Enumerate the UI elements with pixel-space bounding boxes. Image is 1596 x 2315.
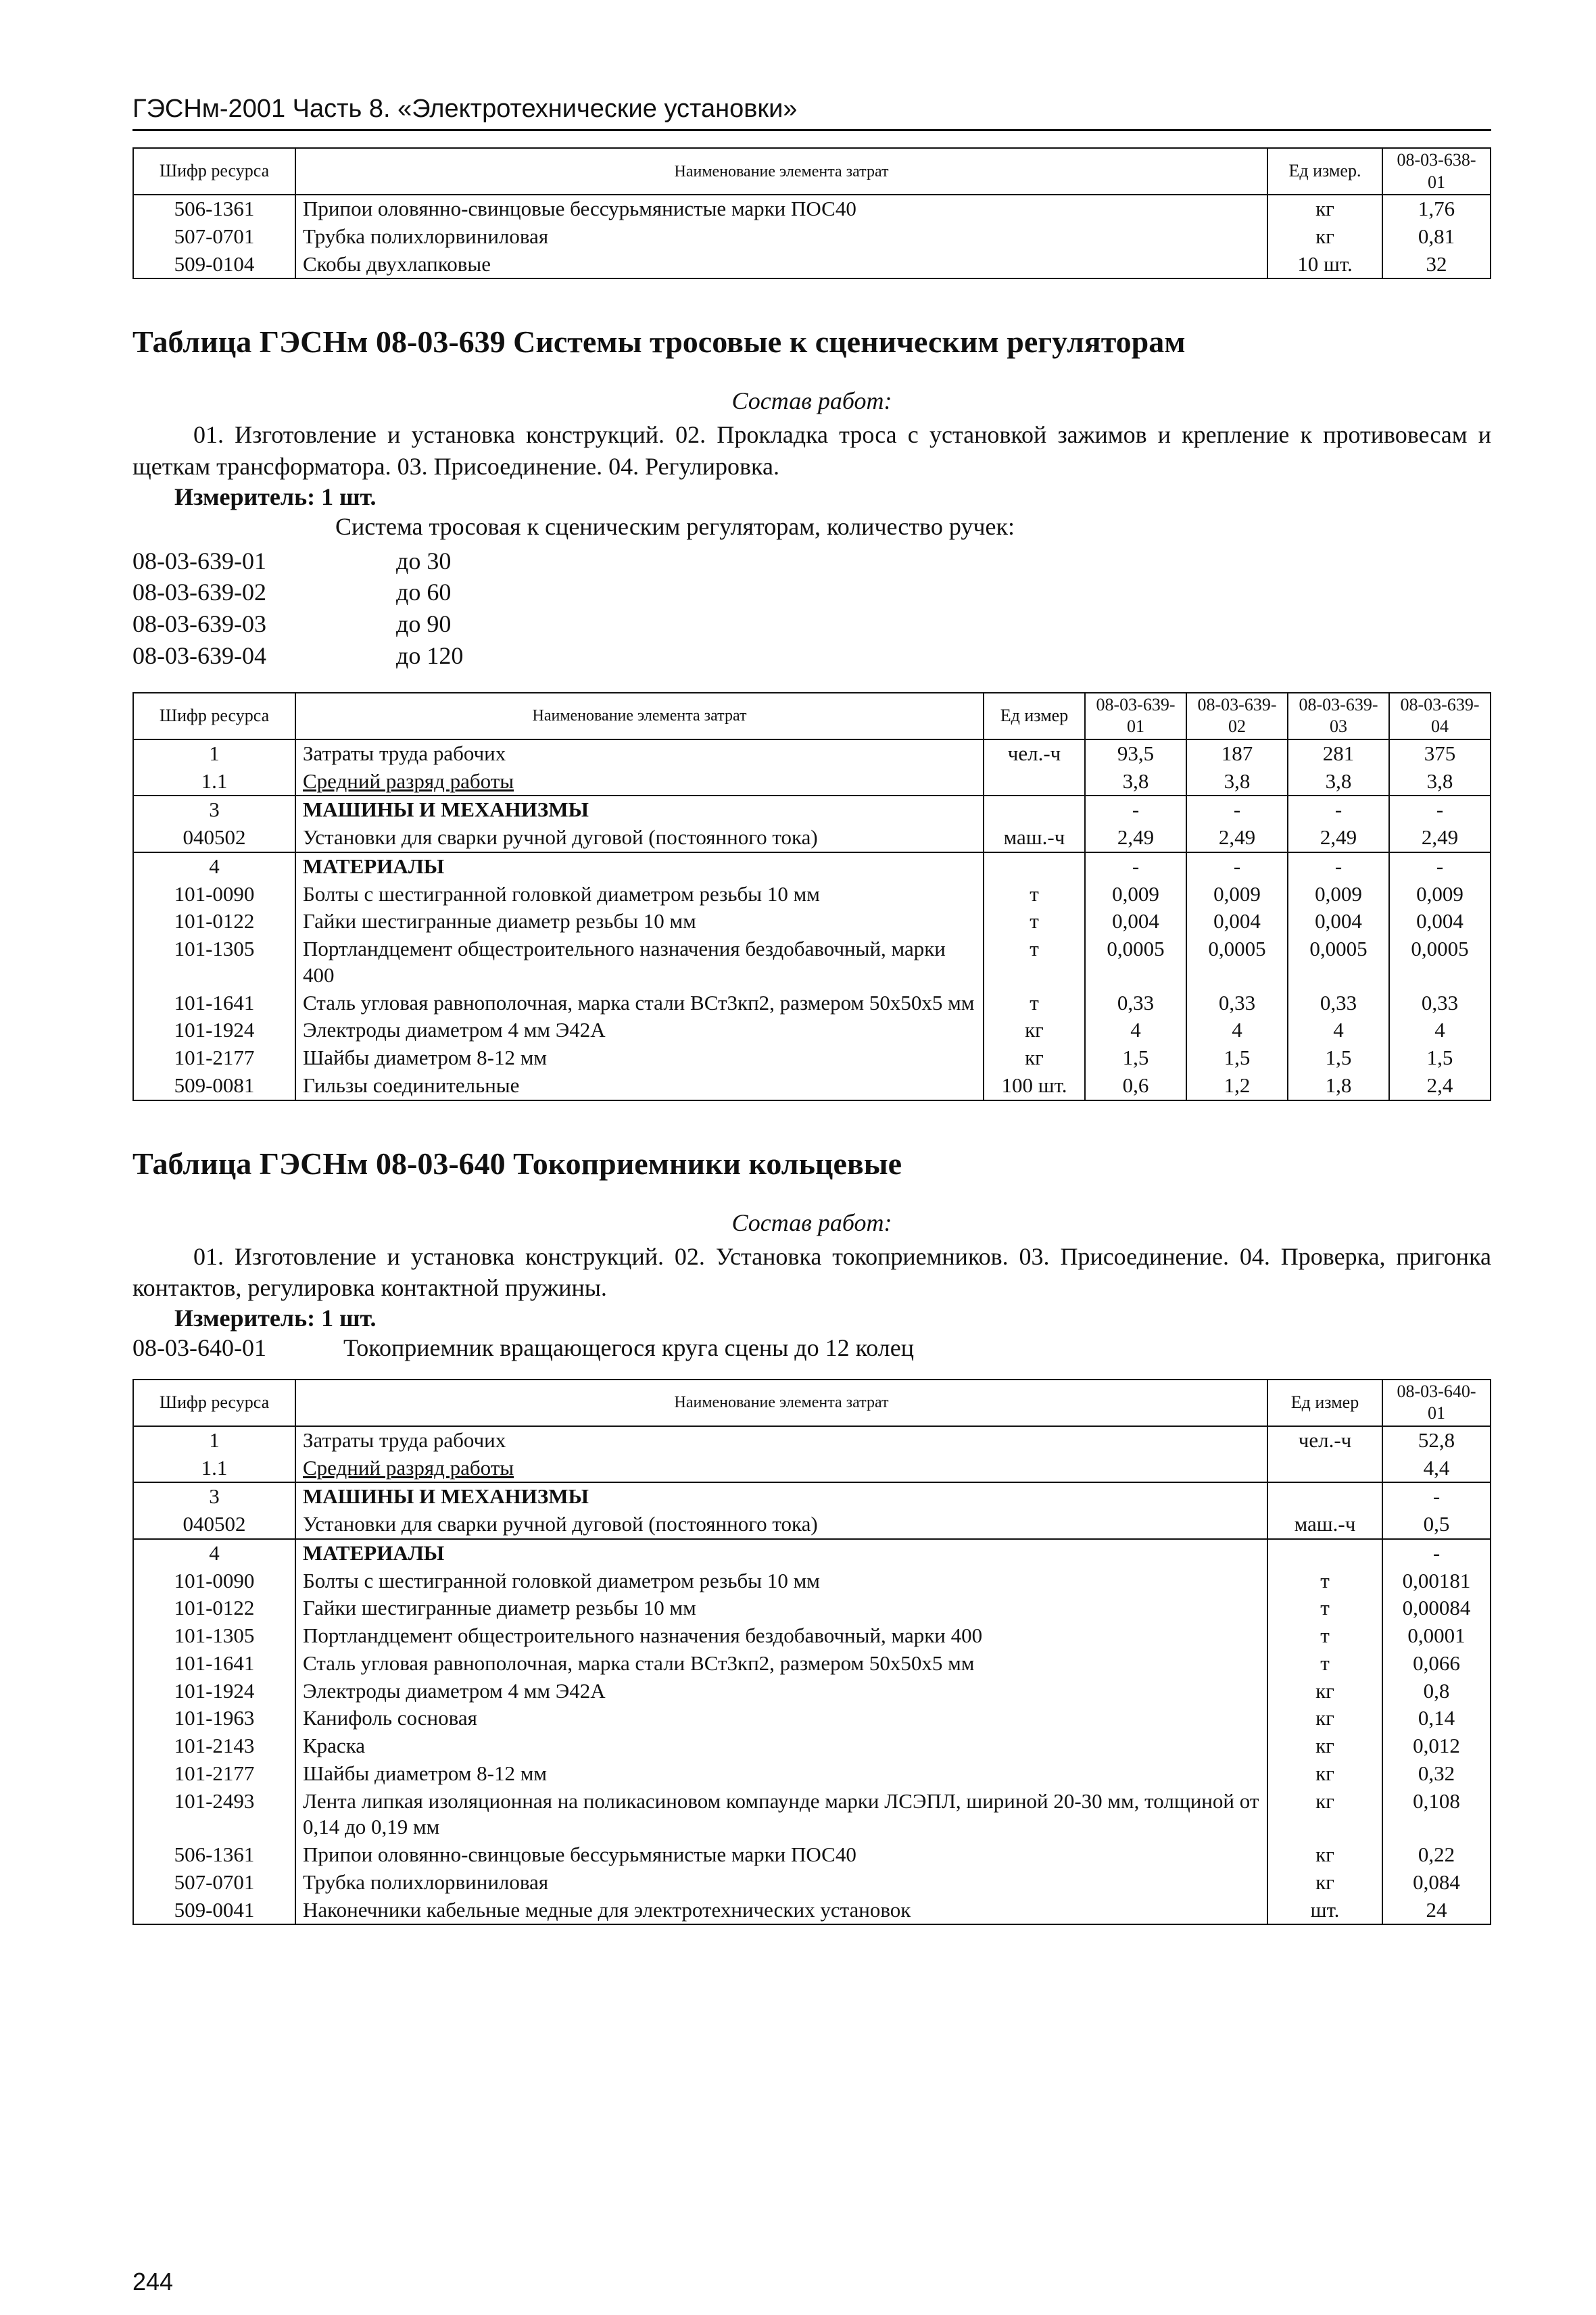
variant-desc: до 90: [396, 610, 452, 638]
norm-value: 2,49: [1389, 824, 1491, 852]
resource-name: Шайбы диаметром 8-12 мм: [295, 1760, 1267, 1788]
norm-value: -: [1389, 852, 1491, 881]
resource-code: 101-1641: [133, 990, 295, 1017]
norm-value: -: [1288, 796, 1389, 824]
resource-name: Сталь угловая равнополочная, марка стали ВСт3кп2, размером 50х50х5 мм: [295, 990, 984, 1017]
resource-code: 101-2143: [133, 1732, 295, 1760]
norm-value: -: [1085, 852, 1186, 881]
table-row: [133, 852, 1491, 881]
resource-unit: [984, 768, 1085, 796]
work-composition-text: 01. Изготовление и установка конструкций. 02. Прокладка троса с установкой зажимов и крепление к противовесам и щеткам трансформатора. 03. Присоединение. 04. Регулировка.: [132, 421, 1491, 481]
norm-value: 4,4: [1382, 1455, 1491, 1483]
table-row: [133, 1017, 1491, 1044]
resource-code: 101-2493: [133, 1788, 295, 1842]
norm-value: 32: [1382, 251, 1491, 279]
norm-value: -: [1288, 852, 1389, 881]
header-code: Шифр ресурса: [133, 693, 295, 739]
norm-value: 0,0005: [1186, 935, 1288, 990]
resource-name: Наконечники кабельные медные для электротехнических установок: [295, 1897, 1267, 1925]
header-norm-code: 08-03-639-01: [1085, 693, 1186, 739]
resource-unit: т: [984, 908, 1085, 935]
resource-name: Скобы двухлапковые: [295, 251, 1267, 279]
resource-unit: кг: [1267, 1788, 1382, 1842]
norm-value: 0,0005: [1389, 935, 1491, 990]
variant-list: [132, 545, 1491, 672]
norm-value: 0,00181: [1382, 1567, 1491, 1595]
resource-unit: т: [984, 935, 1085, 990]
section-heading: МАШИНЫ И МЕХАНИЗМЫ: [303, 1484, 589, 1509]
header-code: Шифр ресурса: [133, 1380, 295, 1426]
resource-unit: т: [1267, 1567, 1382, 1595]
resource-name: Гильзы соединительные: [295, 1072, 984, 1100]
norm-value: 2,4: [1389, 1072, 1491, 1100]
resource-name: Установки для сварки ручной дуговой (постоянного тока): [295, 1511, 1267, 1539]
table-row: [133, 1650, 1491, 1678]
resource-name: Шайбы диаметром 8-12 мм: [295, 1044, 984, 1072]
resource-unit: маш.-ч: [1267, 1511, 1382, 1539]
meter-label: Измеритель:: [174, 1305, 316, 1332]
system-line: Система тросовая к сценическим регуляторам, количество ручек:: [335, 512, 1015, 540]
resource-unit: 10 шт.: [1267, 251, 1382, 279]
norm-value: 4: [1186, 1017, 1288, 1044]
norm-value: 0,8: [1382, 1678, 1491, 1705]
header-unit: Ед измер.: [1267, 148, 1382, 195]
norm-value: 1,2: [1186, 1072, 1288, 1100]
variant-desc: до 120: [396, 642, 464, 670]
resource-code: 506-1361: [133, 195, 295, 223]
norm-value: 375: [1389, 739, 1491, 768]
norm-value: -: [1186, 796, 1288, 824]
norm-value: 1,5: [1288, 1044, 1389, 1072]
norm-value: 0,009: [1186, 881, 1288, 908]
meter-value: 1 шт.: [321, 1305, 377, 1332]
resource-name: Трубка полихлорвиниловая: [295, 1869, 1267, 1897]
resource-unit: 100 шт.: [984, 1072, 1085, 1100]
meter-value: 1 шт.: [321, 483, 377, 510]
resource-name: Электроды диаметром 4 мм Э42А: [295, 1017, 984, 1044]
resource-unit: т: [1267, 1622, 1382, 1650]
resource-code: 3: [133, 1482, 295, 1511]
norm-value: 0,009: [1085, 881, 1186, 908]
table-row: [133, 1678, 1491, 1705]
resource-unit: [1267, 1455, 1382, 1483]
norm-value: -: [1085, 796, 1186, 824]
resource-name: Средний разряд работы: [295, 768, 984, 796]
table-row: [133, 1455, 1491, 1483]
table-row: [133, 1760, 1491, 1788]
norm-value: 0,81: [1382, 223, 1491, 251]
table-row: [133, 824, 1491, 852]
norm-value: 0,004: [1389, 908, 1491, 935]
resource-code: 509-0081: [133, 1072, 295, 1100]
table-row: [133, 1622, 1491, 1650]
resource-name: Припои оловянно-свинцовые бессурьмянистые марки ПОС40: [295, 1841, 1267, 1869]
norm-value: 2,49: [1288, 824, 1389, 852]
resource-code: 1.1: [133, 768, 295, 796]
section-heading: МАШИНЫ И МЕХАНИЗМЫ: [303, 798, 589, 822]
resource-unit: кг: [1267, 1732, 1382, 1760]
table-title-640: Таблица ГЭСНм 08-03-640 Токоприемники кольцевые: [132, 1146, 902, 1181]
table-row: [133, 1594, 1491, 1622]
resource-code: 101-2177: [133, 1044, 295, 1072]
norm-value: -: [1389, 796, 1491, 824]
resource-code: 101-0090: [133, 881, 295, 908]
work-composition-label: Состав работ:: [731, 1209, 892, 1236]
table-row: [133, 935, 1491, 990]
resource-unit: т: [984, 990, 1085, 1017]
table-row: [133, 1482, 1491, 1511]
resource-unit: чел.-ч: [984, 739, 1085, 768]
resource-unit: шт.: [1267, 1897, 1382, 1925]
resource-code: 1.1: [133, 1455, 295, 1483]
resource-unit: [984, 796, 1085, 824]
resource-code: 101-1305: [133, 935, 295, 990]
norm-value: 0,14: [1382, 1705, 1491, 1732]
header-norm-code: 08-03-640-01: [1382, 1380, 1491, 1426]
table-title-639: Таблица ГЭСНм 08-03-639 Системы тросовые к сценическим регуляторам: [132, 324, 1186, 360]
variant-code: 08-03-639-04: [132, 642, 266, 670]
resource-name: Затраты труда рабочих: [295, 1426, 1267, 1455]
header-norm-code: 08-03-639-02: [1186, 693, 1288, 739]
norm-value: 3,8: [1389, 768, 1491, 796]
resource-code: 101-2177: [133, 1760, 295, 1788]
resource-name: [295, 1539, 1267, 1567]
resource-name: Краска: [295, 1732, 1267, 1760]
norm-value: 0,00084: [1382, 1594, 1491, 1622]
variant-desc: до 30: [396, 547, 452, 575]
norm-value: 3,8: [1085, 768, 1186, 796]
variant-code: 08-03-640-01: [132, 1334, 266, 1362]
resource-unit: кг: [1267, 195, 1382, 223]
meter-line: [174, 483, 1491, 511]
resource-code: 101-1305: [133, 1622, 295, 1650]
norm-value: 2,49: [1085, 824, 1186, 852]
norm-value: 0,33: [1085, 990, 1186, 1017]
table-row: [133, 1869, 1491, 1897]
norm-value: 4: [1288, 1017, 1389, 1044]
resource-unit: т: [984, 881, 1085, 908]
norm-value: 1,5: [1085, 1044, 1186, 1072]
resource-name: [295, 1482, 1267, 1511]
resource-name: Средний разряд работы: [295, 1455, 1267, 1483]
norm-value: 1,76: [1382, 195, 1491, 223]
resource-name: Гайки шестигранные диаметр резьбы 10 мм: [295, 1594, 1267, 1622]
resource-name: Портландцемент общестроительного назначения бездобавочный, марки 400: [295, 935, 984, 990]
table-row: [133, 1732, 1491, 1760]
norm-value: 0,33: [1389, 990, 1491, 1017]
resource-unit: кг: [1267, 1705, 1382, 1732]
resource-name: Сталь угловая равнополочная, марка стали ВСт3кп2, размером 50х50х5 мм: [295, 1650, 1267, 1678]
resource-code: 101-1963: [133, 1705, 295, 1732]
table-row: [133, 1897, 1491, 1925]
header-row: [133, 148, 1491, 195]
resource-name: Затраты труда рабочих: [295, 739, 984, 768]
norm-value: 93,5: [1085, 739, 1186, 768]
resource-name: Канифоль сосновая: [295, 1705, 1267, 1732]
norm-value: 52,8: [1382, 1426, 1491, 1455]
header-name: Наименование элемента затрат: [295, 693, 984, 739]
resource-code: 507-0701: [133, 223, 295, 251]
resource-name: Болты с шестигранной головкой диаметром резьбы 10 мм: [295, 881, 984, 908]
resource-unit: кг: [1267, 1678, 1382, 1705]
table-row: [133, 1072, 1491, 1100]
variant-desc: до 60: [396, 579, 452, 606]
resource-unit: кг: [1267, 1869, 1382, 1897]
meter-line: [174, 1304, 1491, 1332]
norm-value: 0,33: [1288, 990, 1389, 1017]
document-page: [132, 95, 1491, 1925]
norm-value: 0,012: [1382, 1732, 1491, 1760]
resource-unit: т: [1267, 1650, 1382, 1678]
norm-value: 1,5: [1186, 1044, 1288, 1072]
norm-value: 3,8: [1186, 768, 1288, 796]
resource-code: 101-0122: [133, 908, 295, 935]
resource-name: Болты с шестигранной головкой диаметром резьбы 10 мм: [295, 1567, 1267, 1595]
norm-value: 3,8: [1288, 768, 1389, 796]
norm-value: 0,004: [1085, 908, 1186, 935]
resource-code: 509-0104: [133, 251, 295, 279]
resource-name: Установки для сварки ручной дуговой (постоянного тока): [295, 824, 984, 852]
header-unit: Ед измер: [1267, 1380, 1382, 1426]
norm-value: 0,0005: [1288, 935, 1389, 990]
header-row: [133, 1380, 1491, 1426]
header-name: Наименование элемента затрат: [295, 1380, 1267, 1426]
table-row: [133, 739, 1491, 768]
resource-name: Лента липкая изоляционная на поликасиновом компаунде марки ЛСЭПЛ, шириной 20-30 мм, толщиной от 0,14 до 0,19 мм: [295, 1788, 1267, 1842]
norm-value: 4: [1085, 1017, 1186, 1044]
resource-name: Припои оловянно-свинцовые бессурьмянистые марки ПОС40: [295, 195, 1267, 223]
resource-unit: кг: [984, 1044, 1085, 1072]
resource-code: 509-0041: [133, 1897, 295, 1925]
table-row: [133, 990, 1491, 1017]
resource-name: Портландцемент общестроительного назначения бездобавочный, марки 400: [295, 1622, 1267, 1650]
resource-code: 101-1924: [133, 1678, 295, 1705]
variant-item: [132, 1332, 1491, 1364]
norm-value: 0,22: [1382, 1841, 1491, 1869]
table-row: [133, 251, 1491, 279]
table-row: [133, 1539, 1491, 1567]
norm-value: 187: [1186, 739, 1288, 768]
norm-value: 281: [1288, 739, 1389, 768]
table-row: [133, 195, 1491, 223]
resource-unit: кг: [1267, 1841, 1382, 1869]
norm-value: 1,5: [1389, 1044, 1491, 1072]
header-name: Наименование элемента затрат: [295, 148, 1267, 195]
resource-unit: маш.-ч: [984, 824, 1085, 852]
table-row: [133, 796, 1491, 824]
section-heading: МАТЕРИАЛЫ: [303, 854, 445, 878]
resource-unit: кг: [1267, 223, 1382, 251]
resource-unit: кг: [1267, 1760, 1382, 1788]
norm-value: 0,108: [1382, 1788, 1491, 1842]
table-row: [133, 1705, 1491, 1732]
norm-value: 0,0005: [1085, 935, 1186, 990]
resource-table-638: [132, 147, 1491, 279]
resource-table-640: [132, 1379, 1491, 1926]
resource-unit: [984, 852, 1085, 881]
norm-value: 0,084: [1382, 1869, 1491, 1897]
resource-code: 101-1924: [133, 1017, 295, 1044]
variant-code: 08-03-639-03: [132, 610, 266, 638]
resource-code: 101-0122: [133, 1594, 295, 1622]
resource-unit: кг: [984, 1017, 1085, 1044]
variant-desc: Токоприемник вращающегося круга сцены до 12 колец: [343, 1334, 914, 1362]
running-head: ГЭСНм-2001 Часть 8. «Электротехнические установки»: [132, 95, 1491, 131]
resource-code: 4: [133, 852, 295, 881]
norm-value: 0,009: [1389, 881, 1491, 908]
header-norm-code: 08-03-639-04: [1389, 693, 1491, 739]
norm-value: 24: [1382, 1897, 1491, 1925]
norm-value: 4: [1389, 1017, 1491, 1044]
table-row: [133, 1044, 1491, 1072]
norm-value: 0,6: [1085, 1072, 1186, 1100]
header-code: Шифр ресурса: [133, 148, 295, 195]
norm-value: -: [1186, 852, 1288, 881]
norm-value: -: [1382, 1482, 1491, 1511]
header-unit: Ед измер: [984, 693, 1085, 739]
norm-value: 0,009: [1288, 881, 1389, 908]
table-row: [133, 1511, 1491, 1539]
work-composition-label: Состав работ:: [731, 387, 892, 415]
variant-item: [132, 545, 1491, 577]
variant-item: [132, 640, 1491, 672]
resource-code: 3: [133, 796, 295, 824]
resource-unit: чел.-ч: [1267, 1426, 1382, 1455]
resource-unit: т: [1267, 1594, 1382, 1622]
norm-value: 0,066: [1382, 1650, 1491, 1678]
resource-name: Гайки шестигранные диаметр резьбы 10 мм: [295, 908, 984, 935]
section-heading: МАТЕРИАЛЫ: [303, 1540, 445, 1565]
table-row: [133, 881, 1491, 908]
table-row: [133, 1841, 1491, 1869]
resource-code: 1: [133, 1426, 295, 1455]
resource-name: [295, 796, 984, 824]
resource-code: 040502: [133, 824, 295, 852]
table-row: [133, 1426, 1491, 1455]
meter-label: Измеритель:: [174, 483, 316, 510]
resource-table-639: [132, 692, 1491, 1101]
resource-code: 507-0701: [133, 1869, 295, 1897]
header-row: [133, 693, 1491, 739]
header-norm-code: 08-03-638-01: [1382, 148, 1491, 195]
variant-code: 08-03-639-01: [132, 547, 266, 575]
norm-value: 2,49: [1186, 824, 1288, 852]
variant-item: [132, 577, 1491, 608]
resource-code: 1: [133, 739, 295, 768]
table-row: [133, 223, 1491, 251]
resource-code: 506-1361: [133, 1841, 295, 1869]
header-norm-code: 08-03-639-03: [1288, 693, 1389, 739]
norm-value: 0,0001: [1382, 1622, 1491, 1650]
norm-value: 0,33: [1186, 990, 1288, 1017]
table-row: [133, 768, 1491, 796]
norm-value: 0,004: [1288, 908, 1389, 935]
resource-unit: [1267, 1482, 1382, 1511]
norm-value: 1,8: [1288, 1072, 1389, 1100]
resource-unit: [1267, 1539, 1382, 1567]
table-row: [133, 1567, 1491, 1595]
variant-item: [132, 608, 1491, 640]
resource-code: 101-0090: [133, 1567, 295, 1595]
resource-code: 040502: [133, 1511, 295, 1539]
table-row: [133, 908, 1491, 935]
norm-value: -: [1382, 1539, 1491, 1567]
variant-code: 08-03-639-02: [132, 579, 266, 606]
norm-value: 0,004: [1186, 908, 1288, 935]
norm-value: 0,5: [1382, 1511, 1491, 1539]
table-row: [133, 1788, 1491, 1842]
resource-name: Трубка полихлорвиниловая: [295, 223, 1267, 251]
page-number: 244: [132, 2268, 174, 2295]
resource-code: 101-1641: [133, 1650, 295, 1678]
resource-name: [295, 852, 984, 881]
resource-code: 4: [133, 1539, 295, 1567]
work-composition-text: 01. Изготовление и установка конструкций. 02. Установка токоприемников. 03. Присоединение. 04. Проверка, пригонка контактов, регулировка контактной пружины.: [132, 1242, 1491, 1302]
resource-name: Электроды диаметром 4 мм Э42А: [295, 1678, 1267, 1705]
norm-value: 0,32: [1382, 1760, 1491, 1788]
